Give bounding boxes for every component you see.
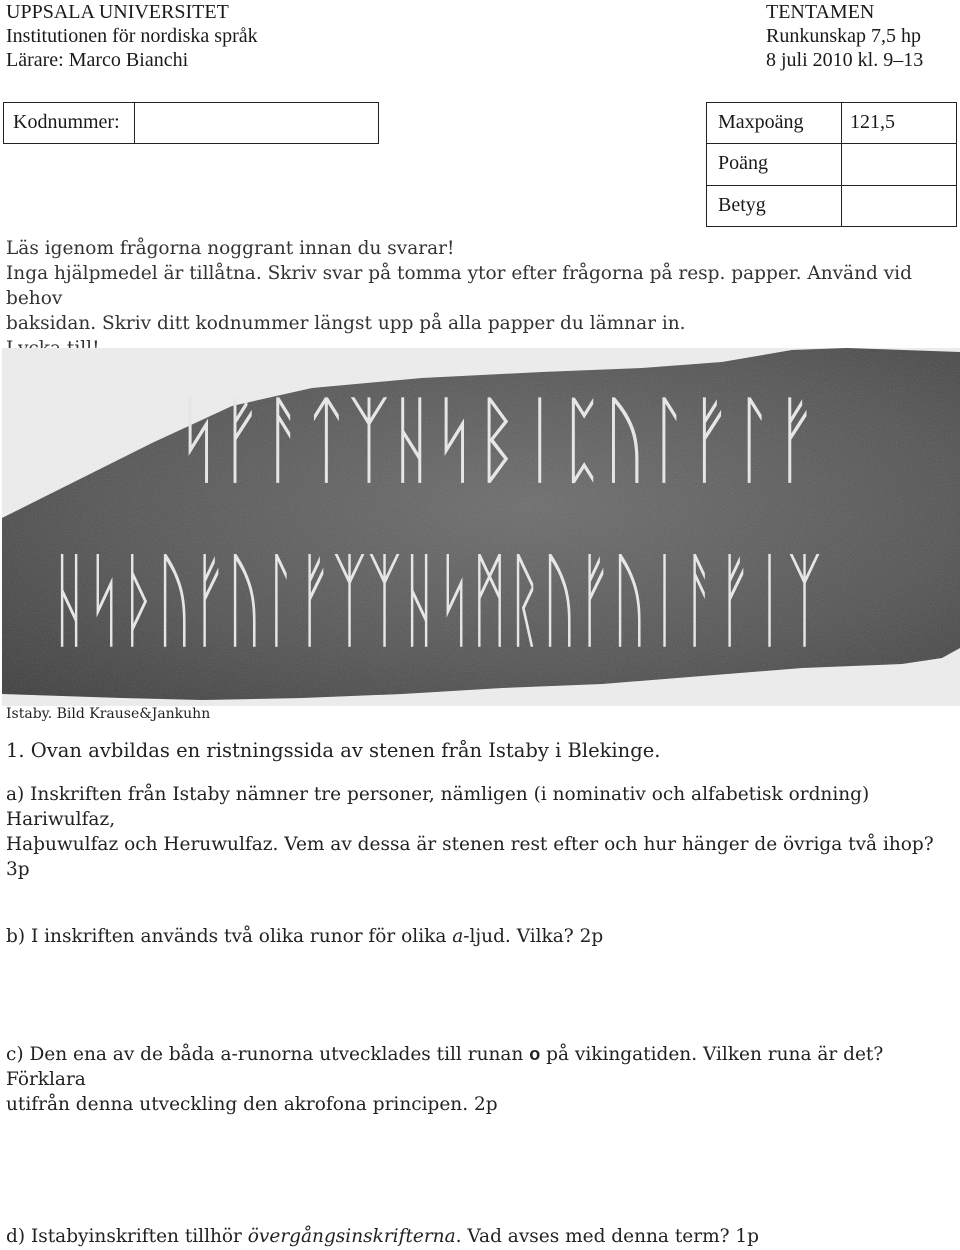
kodnummer-field[interactable]	[138, 105, 374, 141]
question-1b: b) I inskriften används två olika runor för olika a-ljud. Vilka? 2p	[6, 926, 604, 947]
instruction-line: Inga hjälpmedel är tillåtna. Skriv svar på tomma ytor efter frågorna på resp. papper. Använd vid behov	[6, 263, 912, 309]
maxpoang-label: Maxpoäng	[718, 111, 804, 133]
score-table-row-divider	[706, 143, 957, 144]
course-name: Runkunskap 7,5 hp	[766, 25, 921, 47]
score-table-col-divider	[841, 102, 842, 227]
question-1a-line: Haþuwulfaz och Heruwulfaz. Vem av dessa är stenen rest efter och hur hänger de övriga två ihop? 3p	[6, 834, 934, 880]
department-name: Institutionen för nordiska språk	[6, 25, 258, 47]
university-name: UPPSALA UNIVERSITET	[6, 1, 229, 23]
question-1a	[6, 782, 960, 882]
a-sound-italic: a	[452, 926, 464, 947]
kodnummer-label: Kodnummer:	[13, 111, 120, 133]
rune-row-2: ᚺᛋᚦᚢᚠᚢᛚᚠᛉᛉᚺᛋᛗᚱᚢᚠᚢᛁᚨᚠᛁᛉ	[52, 539, 822, 661]
exam-date: 8 juli 2010 kl. 9–13	[766, 49, 924, 71]
instruction-line: baksidan. Skriv ditt kodnummer längst upp på alla papper du lämnar in.	[6, 313, 686, 334]
image-caption: Istaby. Bild Krause&Jankuhn	[6, 706, 211, 722]
question-1-title: 1. Ovan avbildas en ristningssida av stenen från Istaby i Blekinge.	[6, 739, 661, 762]
kodnummer-divider	[134, 102, 135, 144]
header-right	[766, 0, 923, 72]
term-italic: övergångsinskrifterna	[247, 1226, 456, 1247]
question-1c: c) Den ena av de båda a-runorna utvecklades till runan o på vikingatiden. Vilken runa är det? Förklara utifrån denna utveckling den akrofona principen. 2p	[6, 1042, 960, 1117]
score-table-row-divider	[706, 185, 957, 186]
runestone-image	[2, 348, 960, 706]
question-1a-line: a) Inskriften från Istaby nämner tre personer, nämligen (i nominativ och alfabetisk ordning) Hariwulfaz,	[6, 784, 870, 830]
betyg-field[interactable]	[845, 188, 953, 224]
question-1d: d) Istabyinskriften tillhör övergångsinskrifterna. Vad avses med denna term? 1p	[6, 1226, 760, 1247]
poang-field[interactable]	[845, 146, 953, 182]
rune-o-bold: o	[529, 1044, 541, 1064]
betyg-label: Betyg	[718, 194, 766, 216]
header-left	[6, 0, 258, 72]
teacher-name: Lärare: Marco Bianchi	[6, 49, 189, 71]
question-1c-line: utifrån denna utveckling den akrofona principen. 2p	[6, 1094, 498, 1115]
exam-type: TENTAMEN	[766, 1, 875, 23]
rune-row-1: ᛋᚠᚨᛏᛉᚺᛋᛒᛁᛈᚢᛚᚠᛚᚠ	[177, 384, 817, 496]
poang-label: Poäng	[718, 152, 768, 174]
instructions	[6, 236, 956, 361]
maxpoang-value: 121,5	[850, 111, 895, 133]
instruction-line: Läs igenom frågorna noggrant innan du svarar!	[6, 238, 455, 259]
